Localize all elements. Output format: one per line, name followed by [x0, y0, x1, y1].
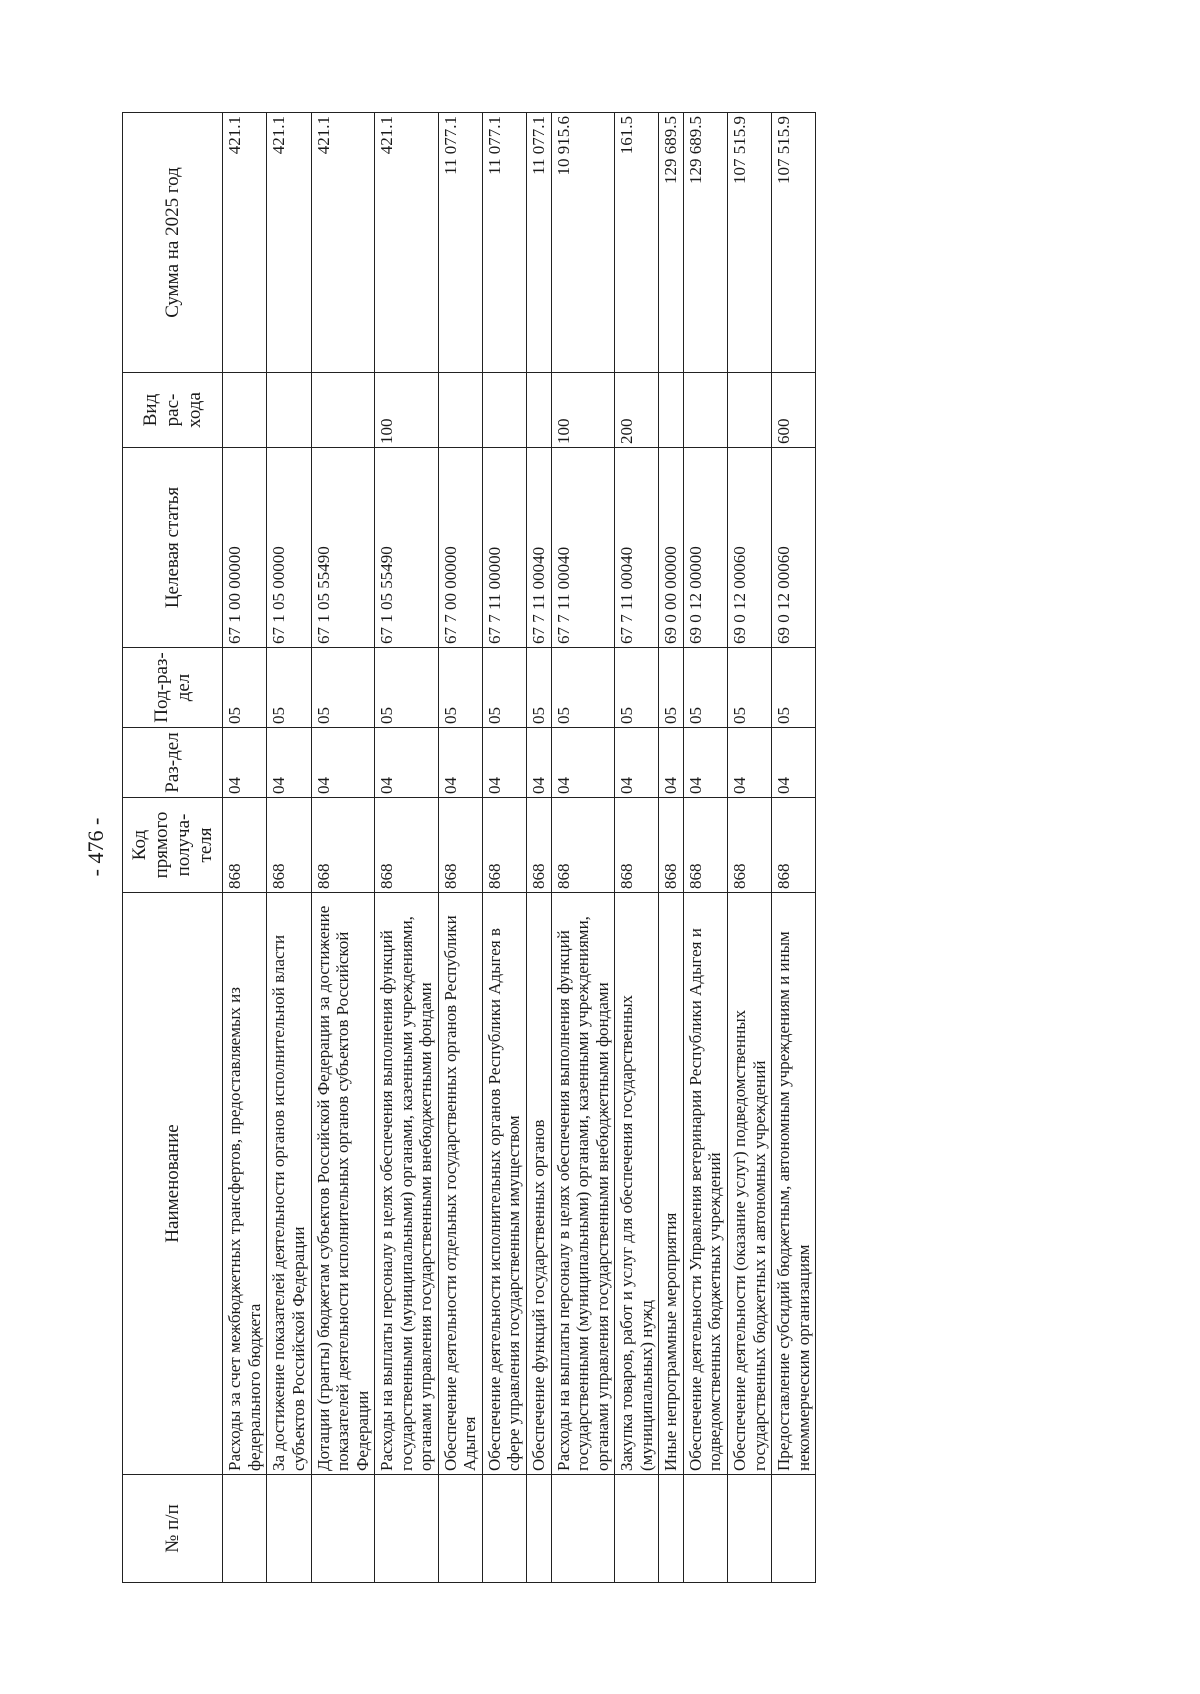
cell-expense-type [311, 373, 375, 448]
cell-recipient-code: 868 [482, 798, 526, 893]
cell-target-article: 67 1 00 00000 [223, 448, 267, 648]
cell-num [527, 1475, 552, 1583]
cell-num [375, 1475, 439, 1583]
header-amount-2025: Сумма на 2025 год [123, 113, 223, 373]
cell-section: 04 [683, 728, 727, 798]
cell-recipient-code: 868 [683, 798, 727, 893]
cell-amount: 129 689.5 [659, 113, 684, 373]
cell-section: 04 [267, 728, 311, 798]
cell-name: Расходы за счет межбюджетных трансфертов, предоставляемых из федерального бюджета [223, 893, 267, 1475]
cell-name: Расходы на выплаты персоналу в целях обеспечения выполнения функций государственными (муниципальными) органами, казенными учреждениями, органами управления государственными внебюджетными фондами [375, 893, 439, 1475]
cell-expense-type [727, 373, 771, 448]
cell-amount: 421.1 [267, 113, 311, 373]
cell-subsection: 05 [223, 648, 267, 728]
cell-subsection: 05 [615, 648, 659, 728]
cell-expense-type [683, 373, 727, 448]
cell-expense-type: 100 [551, 373, 615, 448]
cell-expense-type [267, 373, 311, 448]
cell-name: Расходы на выплаты персоналу в целях обеспечения выполнения функций государственными (муниципальными) органами, казенными учреждениями, органами управления государственными внебюджетными фондами [551, 893, 615, 1475]
cell-amount: 129 689.5 [683, 113, 727, 373]
cell-section: 04 [311, 728, 375, 798]
cell-recipient-code: 868 [375, 798, 439, 893]
table-row [438, 113, 482, 1583]
cell-expense-type [659, 373, 684, 448]
cell-target-article: 69 0 12 00000 [683, 448, 727, 648]
cell-subsection: 05 [311, 648, 375, 728]
cell-name: Иные непрограммные мероприятия [659, 893, 684, 1475]
cell-amount: 107 515.9 [727, 113, 771, 373]
cell-amount: 421.1 [375, 113, 439, 373]
cell-target-article: 69 0 00 00000 [659, 448, 684, 648]
header-num: № п/п [123, 1475, 223, 1583]
cell-target-article: 69 0 12 00060 [772, 448, 816, 648]
table-row [551, 113, 615, 1583]
cell-name: Обеспечение деятельности отдельных государственных органов Республики Адыгея [438, 893, 482, 1475]
cell-subsection: 05 [659, 648, 684, 728]
budget-table [122, 112, 816, 1583]
rotated-table-container [122, 113, 816, 1583]
table-row [482, 113, 526, 1583]
table-header-row [123, 113, 223, 1583]
cell-subsection: 05 [727, 648, 771, 728]
cell-amount: 11 077.1 [438, 113, 482, 373]
cell-target-article: 67 7 00 00000 [438, 448, 482, 648]
cell-section: 04 [375, 728, 439, 798]
cell-subsection: 05 [772, 648, 816, 728]
cell-target-article: 69 0 12 00060 [727, 448, 771, 648]
cell-name: Обеспечение деятельности Управления ветеринарии Республики Адыгея и подведомственных бюджетных учреждений [683, 893, 727, 1475]
cell-section: 04 [551, 728, 615, 798]
table-row [527, 113, 552, 1583]
cell-amount: 11 077.1 [482, 113, 526, 373]
table-row [267, 113, 311, 1583]
cell-num [659, 1475, 684, 1583]
cell-section: 04 [727, 728, 771, 798]
cell-expense-type [527, 373, 552, 448]
table-row [375, 113, 439, 1583]
cell-target-article: 67 1 05 00000 [267, 448, 311, 648]
cell-name: Обеспечение деятельности (оказание услуг) подведомственных государственных бюджетных и автономных учреждений [727, 893, 771, 1475]
cell-amount: 10 915.6 [551, 113, 615, 373]
cell-num [683, 1475, 727, 1583]
table-row [311, 113, 375, 1583]
cell-target-article: 67 7 11 00000 [482, 448, 526, 648]
cell-amount: 161.5 [615, 113, 659, 373]
table-row [683, 113, 727, 1583]
cell-section: 04 [659, 728, 684, 798]
cell-section: 04 [527, 728, 552, 798]
cell-name: Дотации (гранты) бюджетам субъектов Российской Федерации за достижение показателей деятельности исполнительных органов субъектов Российской Федерации [311, 893, 375, 1475]
cell-subsection: 05 [551, 648, 615, 728]
cell-amount: 421.1 [223, 113, 267, 373]
cell-subsection: 05 [267, 648, 311, 728]
cell-num [551, 1475, 615, 1583]
cell-recipient-code: 868 [615, 798, 659, 893]
cell-name: Предоставление субсидий бюджетным, автономным учреждениям и иным некоммерческим организациям [772, 893, 816, 1475]
cell-name: Закупка товаров, работ и услуг для обеспечения государственных (муниципальных) нужд [615, 893, 659, 1475]
cell-target-article: 67 7 11 00040 [615, 448, 659, 648]
table-row [615, 113, 659, 1583]
cell-num [438, 1475, 482, 1583]
cell-recipient-code: 868 [311, 798, 375, 893]
header-name: Наименование [123, 893, 223, 1475]
cell-section: 04 [438, 728, 482, 798]
header-expense-type: Вид рас-хода [123, 373, 223, 448]
cell-subsection: 05 [683, 648, 727, 728]
cell-recipient-code: 868 [267, 798, 311, 893]
cell-num [267, 1475, 311, 1583]
cell-section: 04 [615, 728, 659, 798]
cell-section: 04 [223, 728, 267, 798]
cell-recipient-code: 868 [772, 798, 816, 893]
cell-num [223, 1475, 267, 1583]
cell-num [311, 1475, 375, 1583]
cell-recipient-code: 868 [727, 798, 771, 893]
cell-num [727, 1475, 771, 1583]
cell-num [482, 1475, 526, 1583]
cell-name: За достижение показателей деятельности органов исполнительной власти субъектов Российской Федерации [267, 893, 311, 1475]
cell-expense-type [438, 373, 482, 448]
table-row [772, 113, 816, 1583]
cell-expense-type [482, 373, 526, 448]
cell-expense-type: 200 [615, 373, 659, 448]
cell-section: 04 [772, 728, 816, 798]
page-number: - 476 - [83, 817, 108, 877]
cell-expense-type: 100 [375, 373, 439, 448]
cell-target-article: 67 7 11 00040 [551, 448, 615, 648]
cell-num [615, 1475, 659, 1583]
cell-subsection: 05 [438, 648, 482, 728]
table-row [223, 113, 267, 1583]
cell-recipient-code: 868 [659, 798, 684, 893]
cell-amount: 107 515.9 [772, 113, 816, 373]
cell-name: Обеспечение деятельности исполнительных органов Республики Адыгея в сфере управления государственным имуществом [482, 893, 526, 1475]
cell-subsection: 05 [527, 648, 552, 728]
cell-subsection: 05 [482, 648, 526, 728]
cell-target-article: 67 1 05 55490 [311, 448, 375, 648]
cell-amount: 11 077.1 [527, 113, 552, 373]
cell-num [772, 1475, 816, 1583]
table-body [223, 113, 816, 1583]
cell-recipient-code: 868 [223, 798, 267, 893]
cell-expense-type [223, 373, 267, 448]
header-target-article: Целевая статья [123, 448, 223, 648]
cell-section: 04 [482, 728, 526, 798]
cell-name: Обеспечение функций государственных органов [527, 893, 552, 1475]
cell-target-article: 67 7 11 00040 [527, 448, 552, 648]
header-subsection: Под-раз-дел [123, 648, 223, 728]
cell-subsection: 05 [375, 648, 439, 728]
cell-target-article: 67 1 05 55490 [375, 448, 439, 648]
cell-recipient-code: 868 [551, 798, 615, 893]
cell-expense-type: 600 [772, 373, 816, 448]
table-row [727, 113, 771, 1583]
cell-recipient-code: 868 [527, 798, 552, 893]
cell-recipient-code: 868 [438, 798, 482, 893]
header-recipient-code: Код прямого получа-теля [123, 798, 223, 893]
cell-amount: 421.1 [311, 113, 375, 373]
header-section: Раз-дел [123, 728, 223, 798]
table-row [659, 113, 684, 1583]
